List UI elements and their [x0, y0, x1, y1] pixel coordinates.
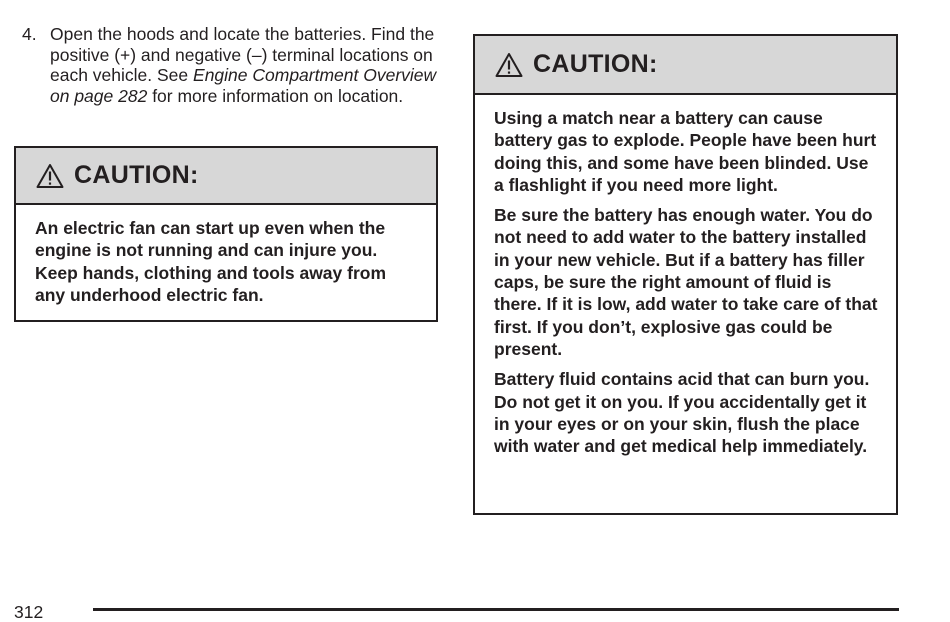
page-number: 312	[14, 602, 44, 622]
step-text	[50, 24, 447, 106]
step-number: 4.	[22, 24, 37, 44]
footer-divider	[93, 608, 899, 611]
caution-box-electric-fan	[14, 146, 438, 322]
caution-box-battery	[473, 34, 898, 515]
caution-paragraph: Be sure the battery has enough water. You do not need to add water to the battery installed in your new vehicle. But if a battery has filler caps, be sure the right amount of fluid is there. If it is low, add water to take care of that first. If you don’t, explosive gas could be present.	[494, 205, 878, 359]
step-text-before: Open the hoods and locate the batteries. Find the positive (+) and negative (–) terminal locations on each vehicle. See	[50, 24, 435, 85]
caution-header	[16, 148, 436, 205]
cross-reference-link: Engine Compartment Overview on page 282	[50, 65, 437, 106]
caution-body	[16, 205, 436, 318]
caution-paragraph: An electric fan can start up even when the engine is not running and can injure you. Keep hands, clothing and tools away from any underhood electric fan.	[35, 218, 387, 305]
caution-paragraph: Using a match near a battery can cause battery gas to explode. People have been hurt doing this, and some have been blinded. Use a flashlight if you need more light.	[494, 108, 877, 195]
warning-triangle-icon	[495, 52, 523, 78]
procedure-step-4	[22, 24, 447, 106]
caution-body	[475, 95, 896, 469]
caution-paragraph: Battery fluid contains acid that can burn you. Do not get it on you. If you accidentally get it in your eyes or on your skin, flush the place with water and get medical help immediately.	[494, 369, 870, 457]
caution-title: CAUTION:	[74, 161, 199, 189]
step-text-after: for more information on location.	[147, 85, 404, 106]
caution-header	[475, 36, 896, 95]
caution-title: CAUTION:	[533, 50, 658, 78]
warning-triangle-icon	[36, 163, 64, 189]
